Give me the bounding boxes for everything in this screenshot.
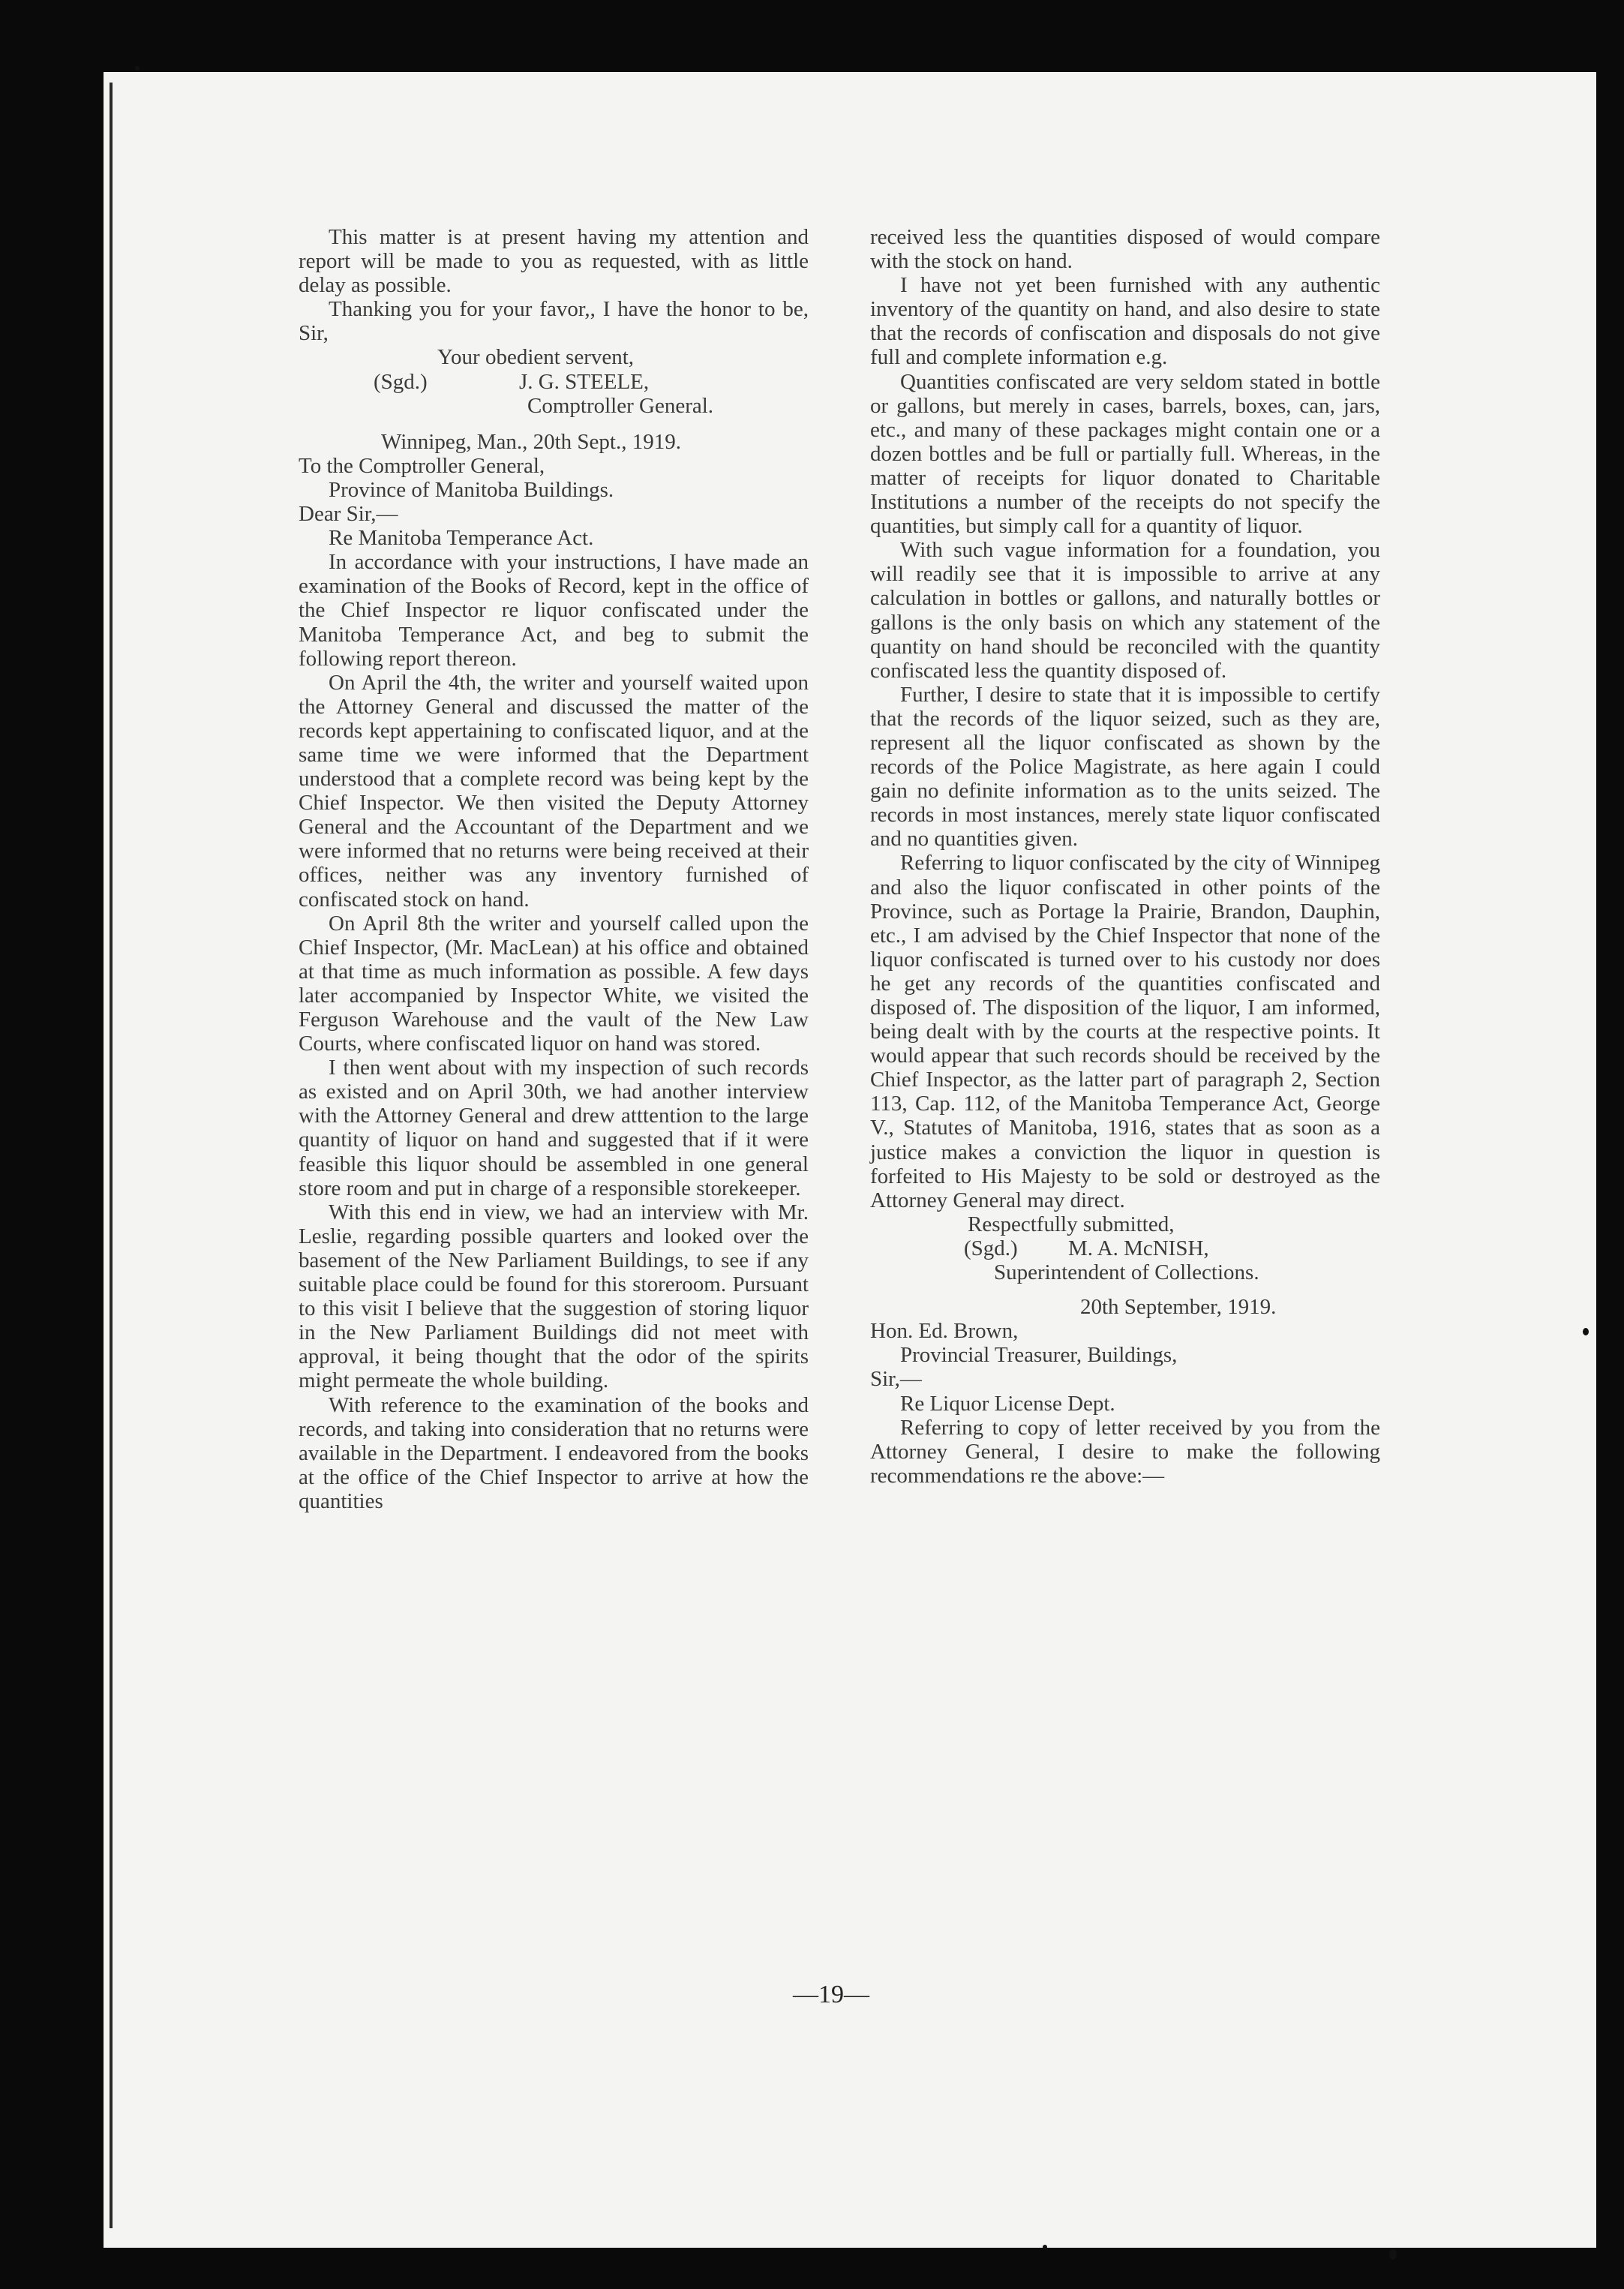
signer-name: M. A. McNISH, xyxy=(1067,1236,1209,1260)
paragraph: I then went about with my inspection of such records as existed and on April 30th, we had another interview with the Attorney General and drew atttention to the large quantity of liquor on hand and suggested that if it were feasible this liquor should be assembled in one general store room and put in charge of a responsible storekeeper. xyxy=(299,1056,809,1200)
paragraph: In accordance with your instructions, I have made an examination of the Books of Record, kept in the office of the Chief Inspector re liquor confiscated under the Manitoba Temperance Act, and beg to submit the following report thereon. xyxy=(299,550,809,671)
scan-speck xyxy=(1389,2249,1397,2260)
paragraph: received less the quantities disposed of would compare with the stock on hand. xyxy=(870,225,1380,274)
scan-speck xyxy=(135,66,140,71)
subject-line: Re Liquor License Dept. xyxy=(900,1391,1115,1416)
addressee: To the Comptroller General, xyxy=(299,453,545,478)
paragraph: With reference to the examination of the books and records, and taking into consideration that no returns were available in the Department. I endeavored from the books at the office of the Chief Inspector to arrive at how the quantities xyxy=(299,1392,809,1513)
addressee: Hon. Ed. Brown, xyxy=(870,1319,1019,1344)
paragraph: Thanking you for your favor,, I have the honor to be, Sir, xyxy=(299,297,809,346)
dateline: Winnipeg, Man., 20th Sept., 1919. xyxy=(381,429,681,454)
address: Provincial Treasurer, Buildings, xyxy=(900,1343,1178,1368)
address: Province of Manitoba Buildings. xyxy=(329,477,614,502)
salutation: Dear Sir,— xyxy=(299,502,398,527)
page-number: —19— xyxy=(793,1981,869,2008)
paragraph: Further, I desire to state that it is impossible to certify that the records of the liquor seized, such as they are, represent all the liquor confiscated as shown by the records of the Police Magistrate, as here again I could gain no definite information as to the units seized. The records in most instances, merely state liquor confiscated and no quantities given. xyxy=(870,682,1380,852)
signature-line xyxy=(870,1236,1380,1260)
right-text-column xyxy=(870,225,1380,1488)
page-binding-edge xyxy=(110,83,113,2228)
paragraph: I have not yet been furnished with any authentic inventory of the quantity on hand, and also desire to state that the records of confiscation and disposals do not give full and complete information e.g. xyxy=(870,273,1380,370)
paragraph: Referring to copy of letter received by you from the Attorney General, I desire to make the following recommendations re the above:— xyxy=(870,1415,1380,1488)
paragraph: On April the 4th, the writer and yourself waited upon the Attorney General and discussed the matter of the records kept appertaining to confiscated liquor, and at the same time we were informed that the Department understood that a complete record was being kept by the Chief Inspector. We then visited the Deputy Attorney General and the Accountant of the Department and we were informed that no returns were being received at their offices, neither was any inventory furnished of confiscated stock on hand. xyxy=(299,670,809,912)
signer-title: Superintendent of Collections. xyxy=(994,1260,1259,1285)
paragraph: With such vague information for a foundation, you will readily see that it is impossible to arrive at any calculation in bottles or gallons, and naturally bottles or gallons is the only basis on which any statement of the quantity on hand should be reconciled with the quantity confiscated less the quantity disposed of. xyxy=(870,538,1380,683)
paragraph: Quantities confiscated are very seldom stated in bottle or gallons, but merely in cases, barrels, boxes, can, jars, etc., and many of these packages might contain one or a dozen bottles and be full or partially full. Whereas, in the matter of receipts for liquor donated to Charitable Institutions a number of the receipts do not specify the quantities, but simply call for a quantity of liquor. xyxy=(870,369,1380,539)
signed-mark: (Sgd.) xyxy=(374,369,428,394)
paragraph: Referring to liquor confiscated by the city of Winnipeg and also the liquor confiscated in other points of the Province, such as Portage la Prairie, Brandon, Dauphin, etc., I am advised by the Chief Inspector that none of the liquor confiscated is turned over to his custody nor does he get any records of the quantities confiscated and disposed of. The disposition of the liquor, I am informed, being dealt with by the courts at the respective points. It would appear that such records should be received by the Chief Inspector, as the latter part of paragraph 2, Section 113, Cap. 112, of the Manitoba Temperance Act, George V., Statutes of Manitoba, 1916, states that as soon as a justice makes a conviction the liquor in question is forfeited to His Majesty to be sold or destroyed as the Attorney General may direct. xyxy=(870,851,1380,1212)
scan-speck xyxy=(1043,2245,1047,2249)
signer-title: Comptroller General. xyxy=(527,393,714,418)
scan-speck xyxy=(1583,1328,1589,1335)
signed-mark: (Sgd.) xyxy=(964,1236,1018,1260)
subject-line: Re Manitoba Temperance Act. xyxy=(329,526,594,551)
paragraph: On April 8th the writer and yourself called upon the Chief Inspector, (Mr. MacLean) at his office and obtained at that time as much information as possible. A few days later accompanied by Inspector White, we visited the Ferguson Warehouse and the vault of the New Law Courts, where confiscated liquor on hand was stored. xyxy=(299,911,809,1056)
salutation: Sir,— xyxy=(870,1367,922,1392)
dateline: 20th September, 1919. xyxy=(1080,1295,1277,1320)
paragraph: With this end in view, we had an interview with Mr. Leslie, regarding possible quarters and looked over the basement of the New Parliament Buildings, to see if any suitable place could be found for this storeroom. Pursuant to this visit I believe that the suggestion of storing liquor in the New Parliament Buildings did not meet with approval, it being thought that the odor of the spirits might permeate the whole building. xyxy=(299,1200,809,1393)
left-text-column xyxy=(299,225,809,1513)
letter-closing: Your obedient servent, xyxy=(437,345,635,370)
signer-name: J. G. STEELE, xyxy=(518,369,650,394)
paragraph: This matter is at present having my attention and report will be made to you as requested, with as little delay as possible. xyxy=(299,225,809,298)
signature-line xyxy=(299,370,809,394)
letter-closing: Respectfully submitted, xyxy=(968,1212,1175,1236)
